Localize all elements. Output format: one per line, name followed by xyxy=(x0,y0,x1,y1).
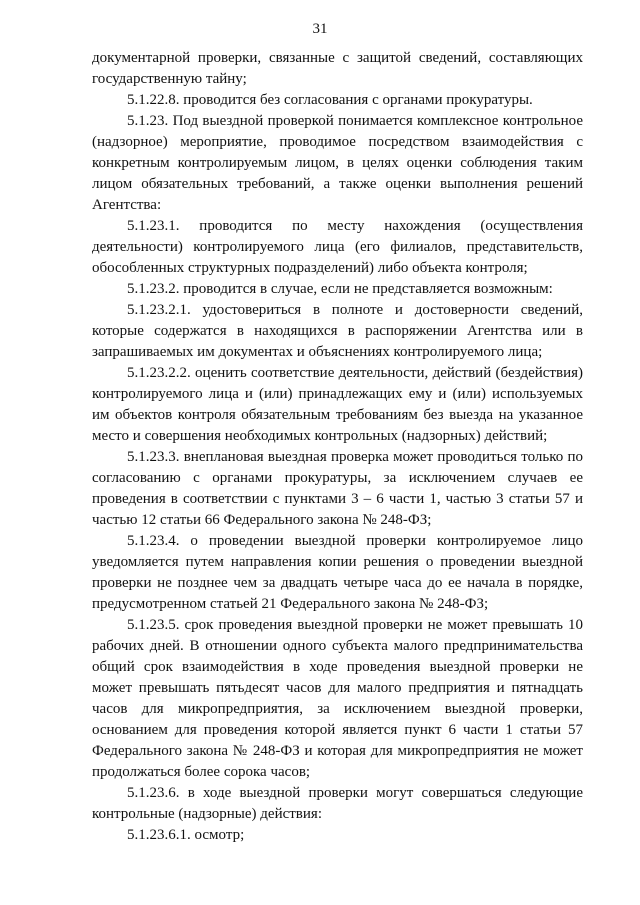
paragraph-5-1-23-4: 5.1.23.4. о проведении выездной проверки контролируемое лицо уведомляется путем направления копии решения о проведении выездной проверки не позднее чем за двадцать четыре часа до ее начала в порядке, предусмотренном статьей 21 Федерального закона № 248-ФЗ; xyxy=(92,533,583,612)
paragraph-5-1-23-2-1: 5.1.23.2.1. удостовериться в полноте и достоверности сведений, которые содержатся в находящихся в распоряжении Агентства или в запрашиваемых им документах и объяснениях контролируемого лица; xyxy=(92,302,583,360)
paragraph-continuation: документарной проверки, связанные с защитой сведений, составляющих государственную тайну; xyxy=(92,50,583,87)
paragraph-5-1-23-2-2: 5.1.23.2.2. оценить соответствие деятельности, действий (бездействия) контролируемого лица и (или) принадлежащих ему и (или) используемых им объектов контроля обязательным требованиям без выезда на указанное место и совершения необходимых контрольных (надзорных) действий; xyxy=(92,365,583,444)
paragraph-5-1-23-5: 5.1.23.5. срок проведения выездной проверки не может превышать 10 рабочих дней. В отношении одного субъекта малого предпринимательства общий срок взаимодействия в ходе проведения выездной проверки не может превышать пятьдесят часов для малого предприятия и пятнадцать часов для микропредприятия, за исключением выездной проверки, основанием для проведения которой является пункт 6 части 1 статьи 57 Федерального закона № 248-ФЗ и которая для микропредприятия не может продолжаться более сорока часов; xyxy=(92,617,583,780)
paragraph-5-1-23-3: 5.1.23.3. внеплановая выездная проверка может проводиться только по согласованию с органами прокуратуры, за исключением случаев ее проведения в соответствии с пунктами 3 – 6 части 1, частью 3 статьи 57 и частью 12 статьи 66 Федерального закона № 248-ФЗ; xyxy=(92,449,583,528)
document-body xyxy=(92,48,583,846)
paragraph-5-1-23-6-1: 5.1.23.6.1. осмотр; xyxy=(127,827,245,843)
page-number: 31 xyxy=(312,21,328,37)
paragraph-5-1-23-2: 5.1.23.2. проводится в случае, если не представляется возможным: xyxy=(127,281,553,297)
paragraph-5-1-23-1: 5.1.23.1. проводится по месту нахождения (осуществления деятельности) контролируемого лица (его филиалов, представительств, обособленных структурных подразделений) либо объекта контроля; xyxy=(92,218,583,276)
paragraph-5-1-23-6: 5.1.23.6. в ходе выездной проверки могут совершаться следующие контрольные (надзорные) действия: xyxy=(92,785,583,822)
paragraph-5-1-23: 5.1.23. Под выездной проверкой понимается комплексное контрольное (надзорное) мероприятие, проводимое посредством взаимодействия с конкретным контролируемым лицом, в целях оценки соблюдения таким лицом обязательных требований, а также оценки выполнения решений Агентства: xyxy=(92,113,583,213)
paragraph-5-1-22-8: 5.1.22.8. проводится без согласования с органами прокуратуры. xyxy=(127,92,533,108)
